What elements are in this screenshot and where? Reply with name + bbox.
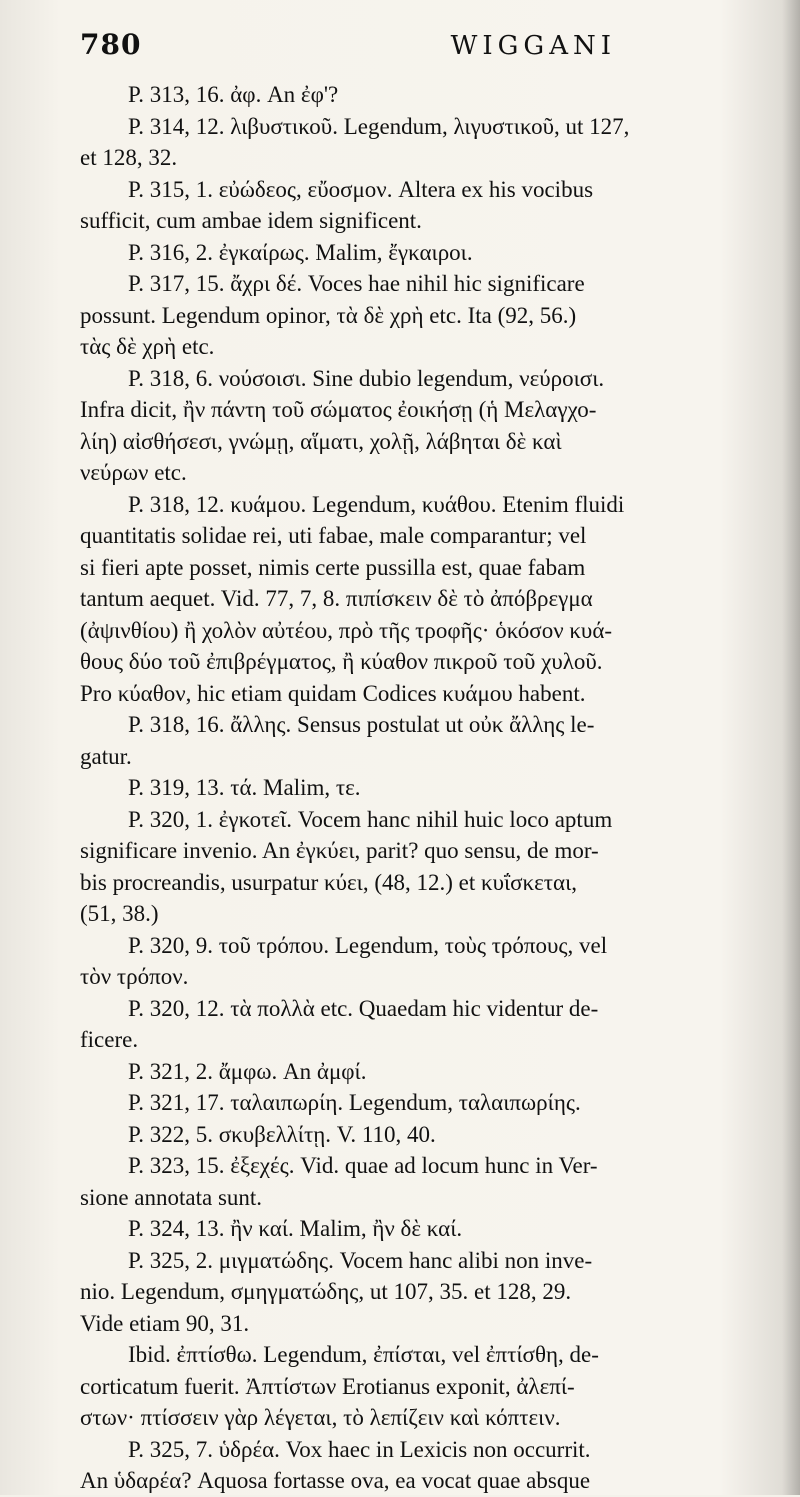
entry-line: sufficit, cum ambae idem significent. [80,208,422,233]
annotation-entry [80,1119,756,1151]
entry-line: Infra dicit, ἢν πάντη τοῦ σώματος ἐοικήσῃ (ἡ Μελαγχο- [80,397,597,422]
entry-line: sione annotata sunt. [80,1184,263,1210]
entry-first-line: P. 320, 9. τοῦ τρόπου. Legendum, τοὺς τρόπους, vel [128,932,608,958]
entry-first-line: Ibid. ἐπτίσθω. Legendum, ἐπίσται, vel ἐπτίσθη, de- [128,1342,599,1367]
annotation-entry [80,237,756,269]
annotation-entry [80,1150,756,1213]
entry-line: et 128, 32. [80,145,178,170]
entry-first-line: P. 325, 7. ὑδρέα. Vox haec in Lexicis non occurrit. [128,1436,591,1462]
entry-line: ficere. [80,1027,139,1052]
entry-line: λίη) αἰσθήσεσι, γνώμῃ, αἵματι, χολῇ, λάβηται δὲ καὶ [80,428,562,454]
annotation-entry [80,993,756,1056]
entry-line: (51, 38.) [80,901,159,926]
entry-line: bis procreandis, usurpatur κύει, (48, 12.) et κυΐσκεται, [80,869,578,895]
annotation-entry [80,268,756,363]
entry-first-line: P. 322, 5. σκυβελλίτῃ. V. 110, 40. [128,1121,436,1147]
entry-line: Vide etiam 90, 31. [80,1310,250,1336]
entry-line: Pro κύαθον, hic etiam quidam Codices κυάμου habent. [80,680,586,706]
annotation-entry [80,709,756,772]
entry-first-line: P. 320, 12. τὰ πολλὰ etc. Quaedam hic videntur de- [128,995,599,1021]
entry-line: θους δύο τοῦ ἐπιβρέγματος, ἢ κύαθον πικροῦ τοῦ χυλοῦ. [80,649,603,674]
entry-line: τὰς δὲ χρὴ etc. [80,334,215,359]
entry-first-line: P. 315, 1. εὐώδεος, εὔοσμον. Altera ex his vocibus [128,176,594,202]
entry-line: νεύρων etc. [80,460,187,485]
annotation-entry [80,363,756,489]
entry-line: gatur. [80,743,132,769]
entry-line: An ὑδαρέα? Aquosa fortasse ova, ea vocat quae absque [80,1468,591,1493]
page-spine-shadow [782,0,800,1495]
annotation-entry [80,1213,756,1245]
page-number: 780 [80,28,142,61]
page-header [80,28,756,61]
annotation-entry [80,174,756,237]
annotation-entry [80,1056,756,1088]
entry-line: τὸν τρόπον. [80,964,189,989]
entry-line: si fieri apte posset, nimis certe pussilla est, quae fabam [80,554,586,580]
annotation-entry [80,489,756,710]
body-text [80,79,756,1497]
entry-line: possunt. Legendum opinor, τὰ δὲ χρὴ etc. Ita (92, 56.) [80,302,577,328]
entry-line: στων· πτίσσειν γὰρ λέγεται, τὸ λεπίζειν καὶ κόπτειν. [80,1405,561,1430]
entry-line: tantum aequet. Vid. 77, 7, 8. πιπίσκειν δὲ τὸ ἀπόβρεγμα [80,586,593,611]
entry-first-line: P. 325, 2. μιγματώδης. Vocem hanc alibi non inve- [128,1247,593,1273]
entry-line: nio. Legendum, σμηγματώδης, ut 107, 35. et 128, 29. [80,1279,572,1304]
entry-first-line: P. 318, 12. κυάμου. Legendum, κυάθου. Etenim fluidi [128,491,625,517]
annotation-entry [80,79,756,111]
annotation-entry [80,1245,756,1340]
entry-first-line: P. 316, 2. ἐγκαίρως. Malim, ἔγκαιροι. [128,239,473,265]
entry-first-line: P. 320, 1. ἐγκοτεῖ. Vocem hanc nihil huic loco aptum [128,806,613,832]
entry-first-line: P. 323, 15. ἐξεχές. Vid. quae ad locum hunc in Ver- [128,1153,598,1178]
entry-first-line: P. 314, 12. λιβυστικοῦ. Legendum, λιγυστικοῦ, ut 127, [128,113,630,139]
annotation-entry [80,772,756,804]
annotation-entry [80,111,756,174]
entry-line: significare invenio. An ἐγκύει, parit? quo sensu, de mor- [80,838,599,863]
annotation-entry [80,930,756,993]
entry-line: corticatum fuerit. Ἀπτίστων Erotianus exponit, ἀλεπί- [80,1373,575,1399]
entry-first-line: P. 318, 16. ἄλλης. Sensus postulat ut οὐκ ἄλλης le- [128,712,595,737]
annotation-entry [80,804,756,930]
entry-first-line: P. 324, 13. ἢν καί. Malim, ἢν δὲ καί. [128,1216,463,1241]
annotation-entry [80,1339,756,1434]
running-head: WIGGANI [450,31,616,61]
entry-first-line: P. 319, 13. τά. Malim, τε. [128,775,361,800]
annotation-entry [80,1434,756,1497]
entry-first-line: P. 317, 15. ἄχρι δέ. Voces hae nihil hic significare [128,271,585,296]
entry-line: (ἀψινθίου) ἢ χολὸν αὐτέου, πρὸ τῆς τροφῆς· ὁκόσον κυά- [80,617,613,643]
entry-first-line: P. 318, 6. νούσοισι. Sine dubio legendum, νεύροισι. [128,365,605,391]
entry-first-line: P. 321, 17. ταλαιπωρίη. Legendum, ταλαιπωρίης. [128,1090,581,1115]
entry-first-line: P. 321, 2. ἄμφω. An ἀμφί. [128,1058,367,1084]
entry-first-line: P. 313, 16. ἀφ. An ἐφ'? [128,82,339,107]
annotation-entry [80,1087,756,1119]
entry-line: quantitatis solidae rei, uti fabae, male comparantur; vel [80,523,587,548]
